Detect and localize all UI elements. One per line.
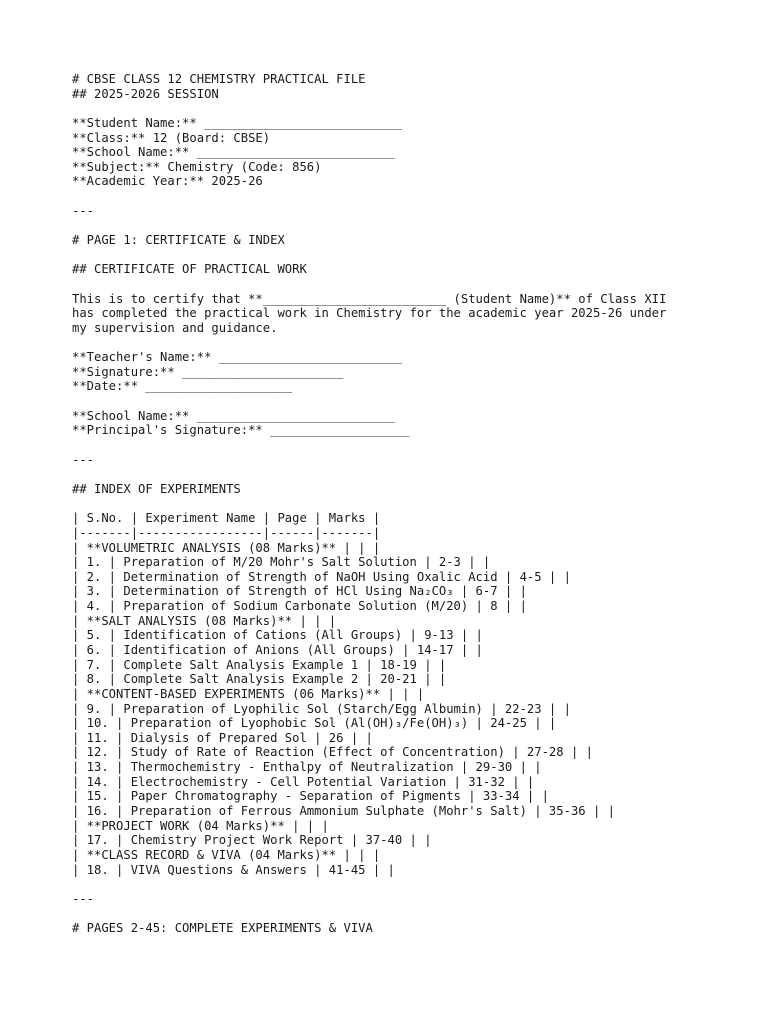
index-heading: ## INDEX OF EXPERIMENTS [72,481,241,496]
blank-line [72,497,712,512]
certificate-line: This is to certify that **_________________________ (Student Name)** of Class XII [72,291,667,306]
session-subtitle: ## 2025-2026 SESSION [72,86,219,101]
table-row: | 12. | Study of Rate of Reaction (Effect of Concentration) | 27-28 | | [72,745,593,760]
document-title: # CBSE CLASS 12 CHEMISTRY PRACTICAL FILE [72,72,366,86]
table-section-row: | **SALT ANALYSIS (08 Marks)** | | | [72,613,337,628]
table-row: | 10. | Preparation of Lyophobic Sol (Al(OH)₃/Fe(OH)₃) | 24-25 | | [72,716,557,731]
table-row: | 17. | Chemistry Project Work Report | 37-40 | | [72,833,432,848]
blank-line [72,394,712,409]
date-field: **Date:** ____________________ [72,379,293,394]
document-page [72,72,712,936]
school-name-field: **School Name:** ___________________________ [72,408,395,423]
blank-line [72,907,712,922]
table-row: | 15. | Paper Chromatography - Separation of Pigments | 33-34 | | [72,789,549,804]
table-row: | 6. | Identification of Anions (All Groups) | 14-17 | | [72,642,483,657]
table-section-row: | **VOLUMETRIC ANALYSIS (08 Marks)** | | | [72,540,381,555]
teacher-name-field: **Teacher's Name:** _________________________ [72,350,403,365]
blank-line [72,438,712,453]
class-field: **Class:** 12 (Board: CBSE) [72,130,271,145]
index-table [72,511,712,877]
certificate-body [72,292,712,336]
table-row: | 18. | VIVA Questions & Answers | 41-45 | | [72,862,395,877]
blank-line [72,336,712,351]
student-info-block [72,116,712,189]
blank-line [72,101,712,116]
blank-line [72,248,712,263]
academic-year-field: **Academic Year:** 2025-26 [72,174,263,189]
blank-line [72,877,712,892]
table-row: | 4. | Preparation of Sodium Carbonate Solution (M/20) | 8 | | [72,599,527,614]
table-header-row: | S.No. | Experiment Name | Page | Marks | [72,511,381,526]
page1-heading: # PAGE 1: CERTIFICATE & INDEX [72,233,285,248]
table-row: | 13. | Thermochemistry - Enthalpy of Neutralization | 29-30 | | [72,760,542,775]
separator: --- [72,203,95,218]
separator: --- [72,452,95,467]
blank-line [72,189,712,204]
table-row: | 1. | Preparation of M/20 Mohr's Salt Solution | 2-3 | | [72,555,491,570]
table-row: | 14. | Electrochemistry - Cell Potential Variation | 31-32 | | [72,774,535,789]
blank-line [72,218,712,233]
certificate-line: has completed the practical work in Chemistry for the academic year 2025-26 under [72,306,667,321]
table-row: | 9. | Preparation of Lyophilic Sol (Starch/Egg Albumin) | 22-23 | | [72,701,571,716]
principal-signature-field: **Principal's Signature:** ___________________ [72,423,410,438]
student-name-field: **Student Name:** ___________________________ [72,115,403,130]
blank-line [72,467,712,482]
table-section-row: | **CONTENT-BASED EXPERIMENTS (06 Marks)** | | | [72,686,425,701]
signature-field: **Signature:** ______________________ [72,364,344,379]
table-row: | 2. | Determination of Strength of NaOH Using Oxalic Acid | 4-5 | | [72,569,571,584]
school-name-field: **School Name:** ___________________________ [72,145,395,160]
school-fields [72,409,712,438]
pages-heading: # PAGES 2-45: COMPLETE EXPERIMENTS & VIVA [72,921,373,936]
teacher-fields [72,350,712,394]
certificate-line: my supervision and guidance. [72,320,278,335]
table-divider-row: |-------|-----------------|------|-------| [72,525,381,540]
blank-line [72,277,712,292]
subject-field: **Subject:** Chemistry (Code: 856) [72,159,322,174]
table-row: | 16. | Preparation of Ferrous Ammonium Sulphate (Mohr's Salt) | 35-36 | | [72,804,615,819]
separator: --- [72,891,95,906]
table-row: | 8. | Complete Salt Analysis Example 2 | 20-21 | | [72,672,447,687]
table-row: | 11. | Dialysis of Prepared Sol | 26 | | [72,730,373,745]
table-section-row: | **PROJECT WORK (04 Marks)** | | | [72,818,329,833]
table-row: | 3. | Determination of Strength of HCl Using Na₂CO₃ | 6-7 | | [72,584,527,599]
table-row: | 7. | Complete Salt Analysis Example 1 | 18-19 | | [72,657,447,672]
table-row: | 5. | Identification of Cations (All Groups) | 9-13 | | [72,628,483,643]
certificate-heading: ## CERTIFICATE OF PRACTICAL WORK [72,262,307,277]
table-section-row: | **CLASS RECORD & VIVA (04 Marks)** | | | [72,847,381,862]
